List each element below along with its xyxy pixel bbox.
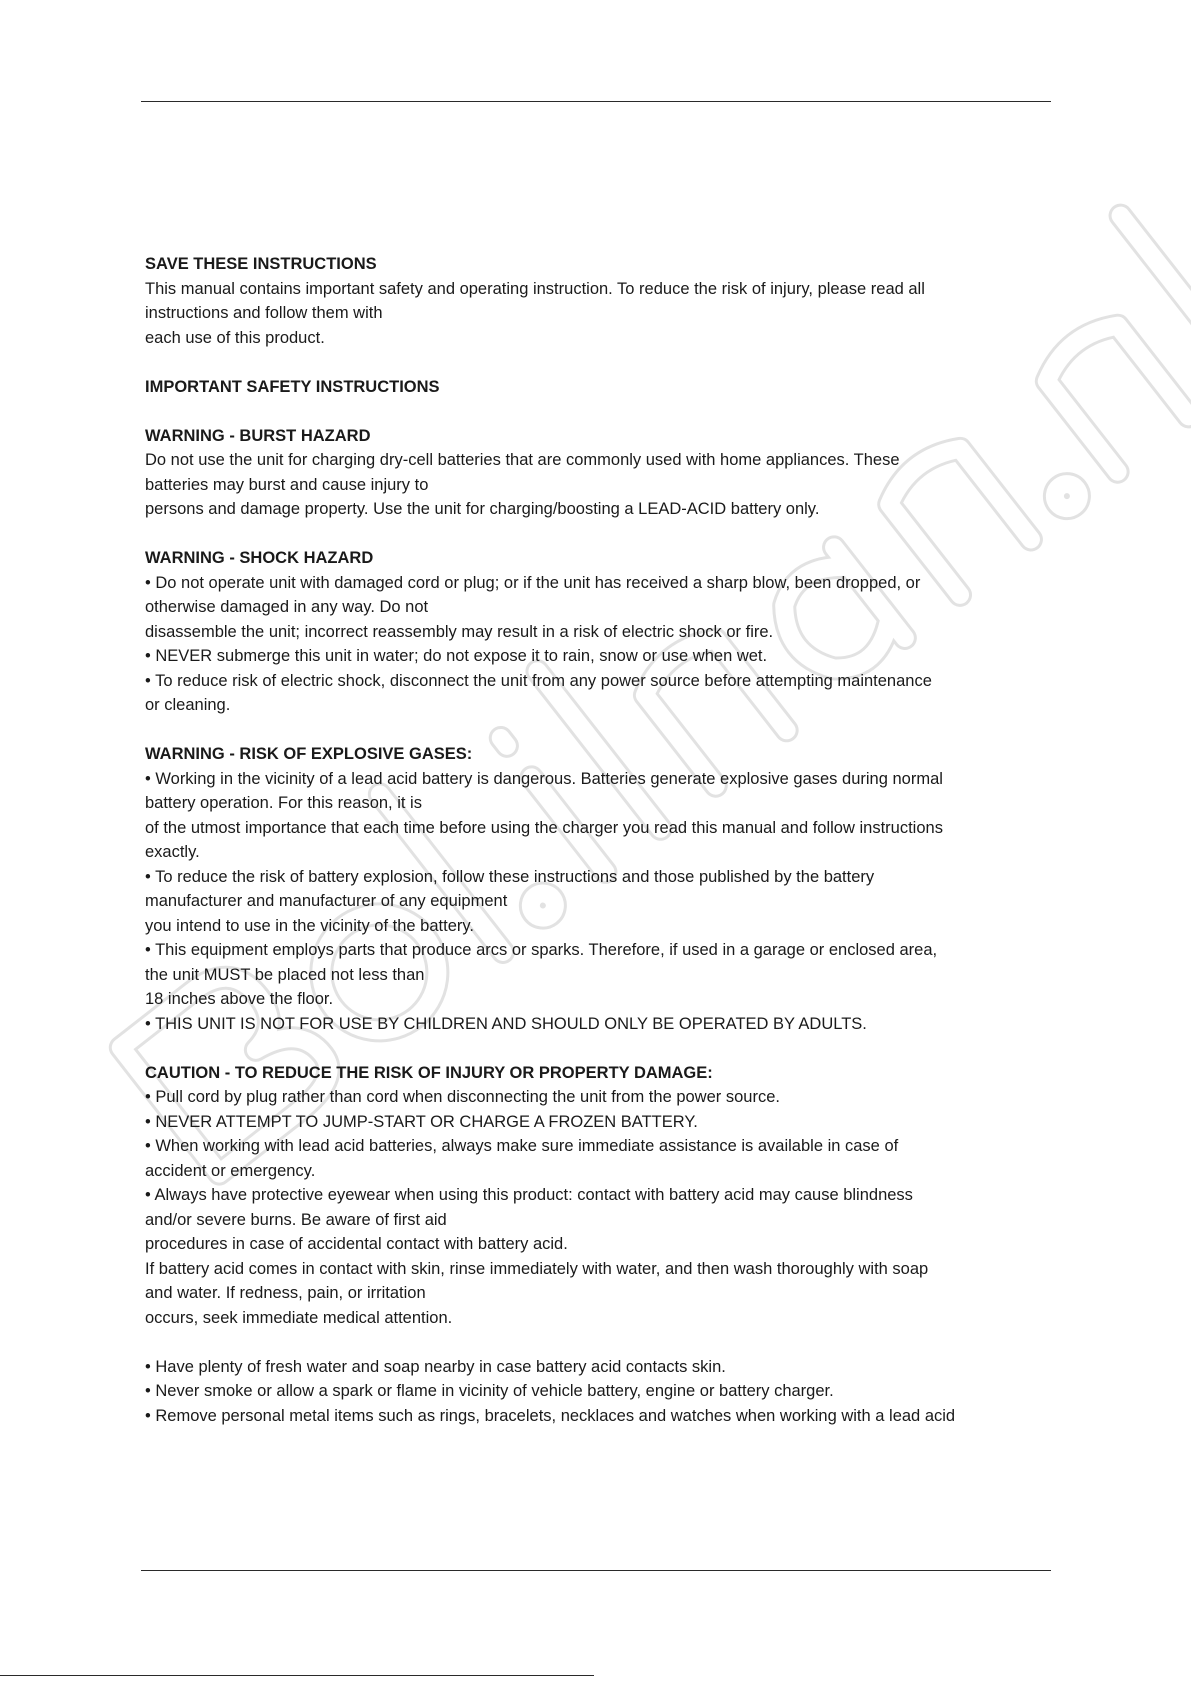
text-line: disassemble the unit; incorrect reassembly may result in a risk of electric shock or fire. — [145, 622, 774, 641]
text-line: persons and damage property. Use the unit for charging/boosting a LEAD-ACID battery only. — [145, 500, 820, 518]
text-line: each use of this product. — [145, 328, 325, 347]
blank-line — [145, 1330, 1055, 1355]
blank-line — [145, 522, 1055, 547]
section-heading: WARNING - BURST HAZARD — [145, 426, 371, 445]
text-line: • Have plenty of fresh water and soap nearby in case battery acid contacts skin. — [145, 1357, 726, 1376]
section-heading: IMPORTANT SAFETY INSTRUCTIONS — [145, 377, 440, 396]
text-line: • NEVER submerge this unit in water; do not expose it to rain, snow or use when wet. — [145, 647, 768, 665]
text-line: • Working in the vicinity of a lead acid battery is dangerous. Batteries generate explosive gases during normal — [145, 769, 943, 788]
text-line: • Remove personal metal items such as rings, bracelets, necklaces and watches when working with a lead acid — [145, 1406, 956, 1425]
text-line: • Always have protective eyewear when using this product: contact with battery acid may cause blindness — [145, 1186, 913, 1204]
text-line: instructions and follow them with — [145, 304, 383, 322]
text-line: and water. If redness, pain, or irritation — [145, 1284, 426, 1302]
blank-line — [145, 718, 1055, 743]
text-line: • To reduce the risk of battery explosion, follow these instructions and those published by the battery — [145, 867, 875, 886]
text-line: manufacturer and manufacturer of any equipment — [145, 892, 508, 910]
text-line: Do not use the unit for charging dry-cell batteries that are commonly used with home appliances. These — [145, 451, 900, 469]
document-body — [145, 252, 1055, 1428]
text-line: 18 inches above the floor. — [145, 990, 334, 1008]
text-line: procedures in case of accidental contact with battery acid. — [145, 1235, 568, 1253]
text-line: If battery acid comes in contact with skin, rinse immediately with water, and then wash thoroughly with soap — [145, 1259, 929, 1278]
text-line: exactly. — [145, 843, 200, 861]
text-line: • Pull cord by plug rather than cord when disconnecting the unit from the power source. — [145, 1088, 780, 1106]
footer-rule — [141, 1570, 1051, 1571]
page-edge-rule — [0, 1675, 594, 1676]
header-rule — [141, 101, 1051, 102]
blank-line — [145, 399, 1055, 424]
text-line: • When working with lead acid batteries, always make sure immediate assistance is available in case of — [145, 1137, 899, 1155]
text-line: batteries may burst and cause injury to — [145, 475, 429, 494]
section-heading: SAVE THESE INSTRUCTIONS — [145, 255, 377, 273]
text-line: of the utmost importance that each time before using the charger you read this manual and follow instructions — [145, 818, 943, 837]
text-line: • This equipment employs parts that produce arcs or sparks. Therefore, if used in a garage or enclosed area, — [145, 941, 938, 959]
text-line: the unit MUST be placed not less than — [145, 965, 425, 984]
text-line: • THIS UNIT IS NOT FOR USE BY CHILDREN AND SHOULD ONLY BE OPERATED BY ADULTS. — [145, 1014, 867, 1033]
text-line: accident or emergency. — [145, 1161, 316, 1180]
blank-line — [145, 1036, 1055, 1061]
text-line: • Do not operate unit with damaged cord or plug; or if the unit has received a sharp blow, been dropped, or — [145, 573, 921, 592]
text-line: you intend to use in the vicinity of the battery. — [145, 916, 474, 935]
text-line: • NEVER ATTEMPT TO JUMP-START OR CHARGE A FROZEN BATTERY. — [145, 1112, 698, 1131]
text-line: This manual contains important safety and operating instruction. To reduce the risk of injury, please read all — [145, 279, 925, 298]
text-line: and/or severe burns. Be aware of first aid — [145, 1210, 447, 1229]
section-heading: WARNING - SHOCK HAZARD — [145, 549, 374, 567]
text-line: or cleaning. — [145, 696, 231, 714]
blank-line — [145, 350, 1055, 375]
section-heading: WARNING - RISK OF EXPLOSIVE GASES: — [145, 745, 473, 763]
section-heading: CAUTION - TO REDUCE THE RISK OF INJURY OR PROPERTY DAMAGE: — [145, 1063, 713, 1082]
text-line: occurs, seek immediate medical attention. — [145, 1308, 453, 1327]
text-line: battery operation. For this reason, it is — [145, 794, 422, 812]
text-line: • Never smoke or allow a spark or flame in vicinity of vehicle battery, engine or battery charger. — [145, 1382, 834, 1400]
text-line: otherwise damaged in any way. Do not — [145, 598, 429, 616]
text-line: • To reduce risk of electric shock, disconnect the unit from any power source before attempting maintenance — [145, 671, 932, 690]
